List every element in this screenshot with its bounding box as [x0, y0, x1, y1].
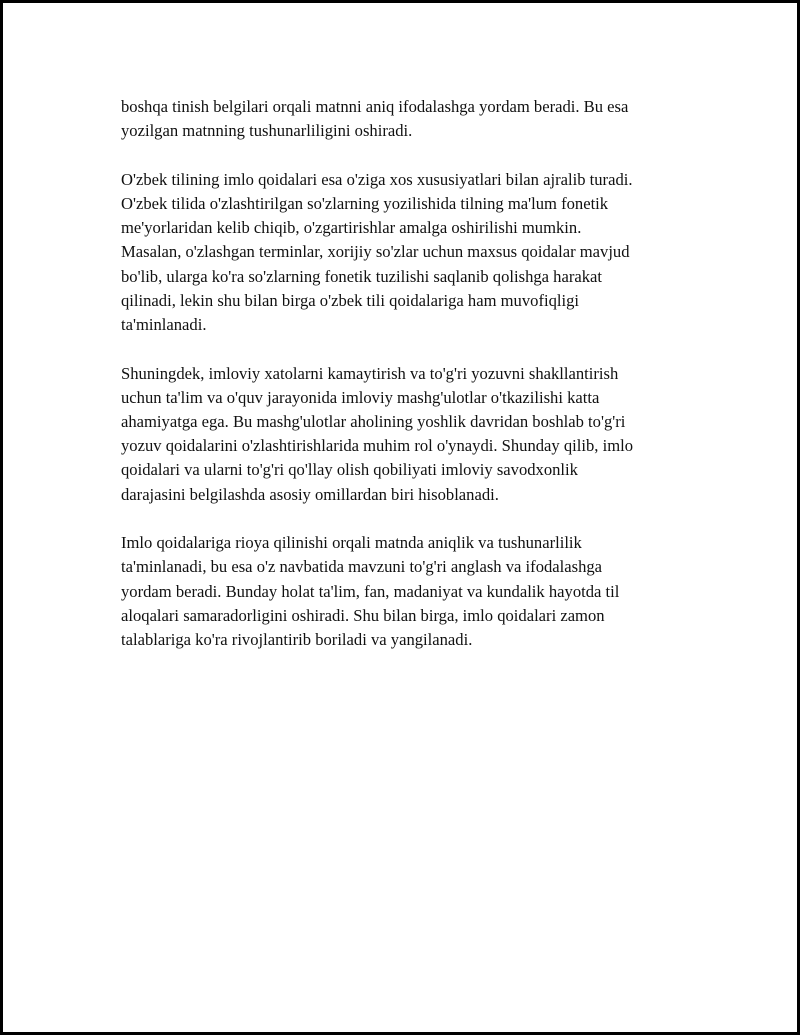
text-line: ahamiyatga ega. Bu mashg'ulotlar aholining yoshlik davridan boshlab to'g'ri [121, 412, 626, 432]
text-line: qoidalari va ularni to'g'ri qo'llay olish qobiliyati imloviy savodxonlik [121, 460, 578, 480]
text-line: ta'minlanadi. [121, 315, 207, 335]
text-line: Masalan, o'zlashgan terminlar, xorijiy so'zlar uchun maxsus qoidalar mavjud [121, 242, 630, 262]
text-line: ta'minlanadi, bu esa o'z navbatida mavzuni to'g'ri anglash va ifodalashga [121, 557, 603, 577]
paragraph-4 [121, 531, 693, 652]
text-line: aloqalari samaradorligini oshiradi. Shu bilan birga, imlo qoidalari zamon [121, 605, 605, 625]
text-line: Imlo qoidalariga rioya qilinishi orqali matnda aniqlik va tushunarlilik [121, 533, 582, 553]
text-line: O'zbek tilida o'zlashtirilgan so'zlarning yozilishida tilning ma'lum fonetik [121, 194, 609, 213]
document-body [121, 95, 693, 677]
text-line: yozuv qoidalarini o'zlashtirishlarida muhim rol o'ynaydi. Shunday qilib, imlo [121, 436, 634, 456]
text-line: Shuningdek, imloviy xatolarni kamaytirish va to'g'ri yozuvni shakllantirish [121, 363, 619, 383]
paragraph-3 [121, 362, 693, 507]
text-line: yordam beradi. Bunday holat ta'lim, fan, madaniyat va kundalik hayotda til [121, 581, 620, 601]
text-line: boshqa tinish belgilari orqali matnni aniq ifodalashga yordam beradi. Bu esa [121, 97, 629, 116]
text-line: uchun ta'lim va o'quv jarayonida imloviy mashg'ulotlar o'tkazilishi katta [121, 387, 600, 407]
text-line: me'yorlaridan kelib chiqib, o'zgartirishlar amalga oshirilishi mumkin. [121, 218, 582, 238]
text-line: yozilgan matnning tushunarliligini oshiradi. [121, 121, 413, 141]
paragraph-1 [121, 95, 693, 143]
text-line: O'zbek tilining imlo qoidalari esa o'ziga xos xususiyatlari bilan ajralib turadi. [121, 169, 633, 189]
text-line: darajasini belgilashda asosiy omillardan biri hisoblanadi. [121, 484, 499, 504]
text-line: talablariga ko'ra rivojlantirib boriladi va yangilanadi. [121, 630, 473, 650]
text-line: qilinadi, lekin shu bilan birga o'zbek tili qoidalariga ham muvofiqligi [121, 290, 580, 310]
text-line: bo'lib, ularga ko'ra so'zlarning fonetik tuzilishi saqlanib qolishga harakat [121, 266, 603, 286]
paragraph-2 [121, 168, 693, 337]
